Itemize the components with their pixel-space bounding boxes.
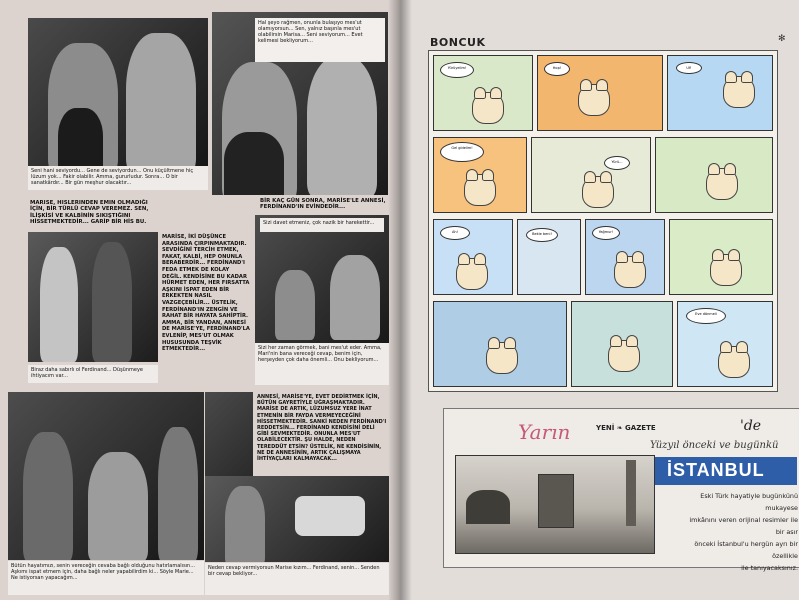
speech-bubble: Bekle beni! [526, 228, 558, 242]
speech-bubble: Hop! [544, 62, 570, 76]
speech-bubble: Yürü... [604, 156, 630, 170]
photo-standing-couple [28, 232, 158, 362]
ad-body-line: Eski Türk hayatiyle bugünkünü mukayese [700, 492, 798, 512]
comic-panel-3 [667, 55, 773, 131]
photo-table-scene [205, 476, 389, 562]
caption-top-right: Hal şeyo rağmen, onunla bulaşıyo mes'ut olamıyorsun... Sen, yalnız başınla mes'ut olabilirsin Marisa... Seni seviyorum... Evet kelimesi bekliyorum... [255, 18, 385, 62]
ad-newspaper-logo: YENİ ❧ GAZETE [596, 424, 656, 432]
comic-panel-1 [433, 55, 533, 131]
caption-middle-left-bottom: Biraz daha sabırlı ol Ferdinand... Düşünmeye ihtiyacım var... [28, 365, 158, 383]
text-middle-right-top: BİR KAÇ GÜN SONRA, MARİSE'LE ANNESİ, FERDİNAND'IN EVİNDEDİR... [260, 198, 386, 211]
comic-panel-11 [433, 301, 567, 387]
speech-bubble: Gel gidelim! [440, 142, 484, 162]
ad-body-line: önceki İstanbul'u hergün ayrı bir özellikle [694, 540, 798, 560]
comic-panel-9 [585, 219, 665, 295]
caption-top-left: Seni hani seviyordu... Gene de seviyordun... Onu küçültmene hiç lüzum yok... Fakir olabilir. Amma, gururludur. Sonra... O bir sanatkârdır... Bir gün meşhur olacaktır... [28, 166, 208, 190]
comic-panel-6 [655, 137, 773, 213]
speech-bubble: Yürüyelim! [440, 62, 474, 78]
ad-body-text [682, 490, 798, 574]
caption-middle-right-bottom: Sizi her zaman görmek, bani mes'ut eder. Amma, Mari'nin bana vereceği cevap, benim için, herşeyden çok daha önemli... Onu bekliyorum... [255, 343, 389, 385]
comic-panel-10 [669, 219, 773, 295]
ad-city-banner: İSTANBUL [655, 457, 797, 485]
comic-panel-4 [433, 137, 527, 213]
ad-yarin-text: Yarın [518, 420, 571, 444]
ad-old-istanbul-photo [455, 455, 655, 554]
ad-subtitle: Yüzyıl önceki ve bugünkü [650, 440, 779, 451]
speech-bubble: Eve dönmeli [686, 308, 726, 324]
text-middle-body: MARİSE, İKİ DÜŞÜNCE ARASINDA ÇIRPINMAKTADIR. SEVDİĞİNİ TERCİH ETMEK, FAKAT, KALBİ, HEP ONUNLA BERABERDİR... FERDİNAND'I FEDA ETMEK DE KOLAY DEĞİL. KENDİSİNE BU KADAR HÜRMET EDEN, HER FIRSATTA AŞKINI İSPAT EDEN BİR ERKEKTEN NASIL VAZGEÇEBİLİR... ÜSTELİK, FERDİNAND'IN ZENGİN VE RAHAT BİR HAYATA SAHİPTİR. AMMA, BİR YANDAN, ANNESİ DE MARİSE'YE, FERDİNAND'LA EVLENİP, MES'UT OLMAK HUSUSUNDA TEŞVİK ETMEKTEDİR... [162, 234, 250, 353]
ad-body-line: ile tanıyacaksınız. [741, 564, 798, 572]
page-gutter [388, 0, 412, 600]
ad-de-suffix: 'de [740, 418, 762, 434]
speech-bubble: Yağmur! [592, 226, 620, 240]
comic-panel-5 [531, 137, 651, 213]
speech-bubble: Ah! [440, 226, 470, 240]
text-bottom-right: ANNESİ, MARİSE'YE, EVET DEDİRTMEK İÇİN, BÜTÜN GAYRETİYLE UĞRAŞMAKTADIR. MARİSE DE ARTIK, LÜZUMSUZ YERE İNAT ETMENİN BİR FAYDA VERMEYECEĞİNİ HİSSETMEKTEDİR. SANKİ NEDEN FERDİNAND'I REDDETSİN... FERDİNAND KENDİSİNİ DELİ GİBİ SEVMEKTEDİR. ONUNLA MES'UT OLABİLECEKTİR. ŞU HALDE, NEDEN TEREDDÜT ETSİN? ÜSTELİK, NE KENDİSİNİN, NE DE ANNESİNİN, ARTIK ÇALIŞMAYA İHTİYAÇLARI KALMAYACAK... [257, 394, 387, 463]
comic-panel-2 [537, 55, 663, 131]
caption-middle-right-dialog: Sizi davet etmeniz, çok nazik bir harekettir... [260, 218, 384, 232]
photo-couple-1 [28, 18, 208, 166]
comic-panel-8 [517, 219, 581, 295]
comic-strip [428, 50, 778, 392]
text-middle-left: MARISE, HISLERINDEN EMIN OLMADIĞI İÇİN, BİR TÜRLÜ CEVAP VEREMEZ. SEN, İLİŞKİSİ VE KALBİNİN SIKIŞTIĞINI HİSSETMEKTEDİR... GARİP BİR HİS BU. [30, 200, 149, 226]
ad-body-line: imkânını veren orijinal resimler ile bir asır [689, 516, 798, 536]
caption-bottom-left: Bütün hayatımızı, senin vereceğin cevaba bağlı olduğunu hatırlamalısın... Aşkımı ispat etmem için, daha bağlı neler yapabilirdim ki... Söyle Marie... Ne istiyorsan yapacağım... [8, 561, 204, 595]
caption-bottom-right: Neden cevap vermiyorsun Marise kızım... Ferdinand, senin... Senden bir cevap bekliyor... [205, 563, 389, 595]
photo-dinner-scene [255, 215, 389, 343]
comic-title: BONCUK [430, 36, 486, 49]
comic-star-icon: ✻ [778, 34, 786, 44]
comic-panel-12 [571, 301, 673, 387]
speech-bubble: Uf! [676, 62, 702, 74]
comic-panel-7 [433, 219, 513, 295]
comic-panel-13 [677, 301, 773, 387]
photo-party-left [8, 392, 204, 560]
